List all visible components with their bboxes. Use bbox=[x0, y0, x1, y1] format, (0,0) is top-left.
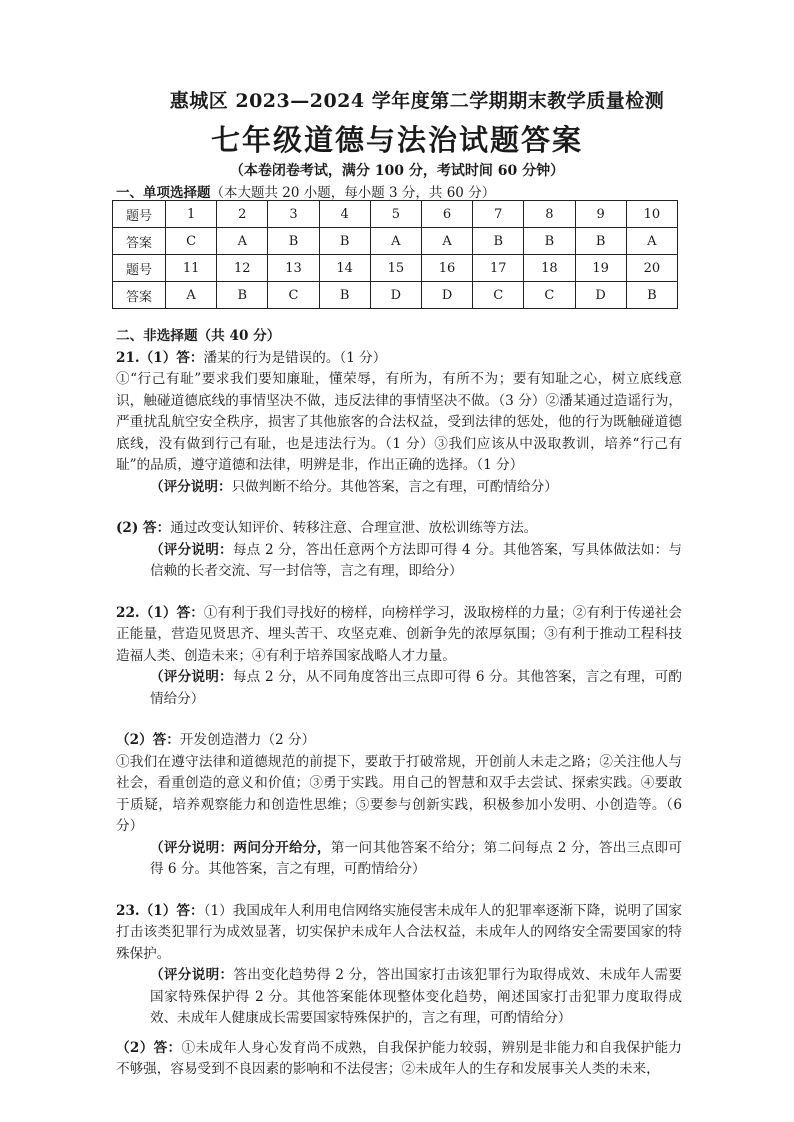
section-2-heading: 二、非选择题（共 40 分） bbox=[116, 328, 281, 344]
table-cell: 14 bbox=[319, 255, 370, 282]
scoring-label: （评分说明： bbox=[150, 541, 233, 558]
q22-part2-label: （2）答： bbox=[116, 732, 180, 748]
table-cell: 18 bbox=[524, 255, 575, 282]
row-label-answer: 答案 bbox=[113, 282, 166, 309]
scoring-label: （评分说明： bbox=[150, 967, 234, 983]
table-cell: C bbox=[166, 228, 217, 255]
table-cell: A bbox=[421, 228, 472, 255]
table-cell: 16 bbox=[421, 255, 472, 282]
table-cell: C bbox=[473, 282, 524, 309]
section-1-heading bbox=[116, 181, 495, 201]
q21-part1-body: ①“行己有耻”要求我们要知廉耻，懂荣辱，有所为，有所不为；要有知耻之心，树立底线意识，触碰道德底线的事情坚决不做，违反法律的事情坚决不做。（3 分）②潘某通过造谣行为，严重扰乱航空安全秩序，损害了其他旅客的合法权益，受到法律的惩处，他的行为既触碰道德底线，没有做到行己有耻，也是违法行为。（1 分）③我们应该从中汲取教训，培养“行己有耻”的品质，遵守道德和法律，明辨是非，作出正确的选择。（1 分） bbox=[116, 371, 682, 473]
table-cell: B bbox=[217, 282, 268, 309]
table-cell: 15 bbox=[370, 255, 421, 282]
scoring-label: （评分说明： bbox=[150, 669, 233, 685]
table-cell: D bbox=[421, 282, 472, 309]
table-cell: B bbox=[524, 228, 575, 255]
q22-part1-scoring bbox=[116, 667, 682, 710]
table-cell: A bbox=[626, 228, 677, 255]
q23-part2-text: ①未成年人身心发育尚不成熟，自我保护能力较弱，辨别是非能力和自我保护能力不够强，容易受到不良因素的影响和不法侵害；②未成年人的生存和发展事关人类的未来， bbox=[116, 1039, 682, 1077]
table-cell: A bbox=[166, 282, 217, 309]
table-cell: 20 bbox=[626, 255, 677, 282]
table-cell: B bbox=[473, 228, 524, 255]
table-cell: B bbox=[575, 228, 626, 255]
q22-part2-answer bbox=[116, 730, 682, 752]
table-row-answers-2 bbox=[113, 282, 678, 309]
scoring-text: 第一问其他答案不给分；第二问每点 2 分，答出三点即可得 6 分。其他答案，言之有理，可酌情给分） bbox=[150, 839, 682, 877]
q21-part1-answer bbox=[116, 348, 682, 370]
answer-table bbox=[112, 200, 678, 309]
row-label-answer: 答案 bbox=[113, 228, 166, 255]
row-label-question: 题号 bbox=[113, 201, 166, 228]
table-row-questions-2 bbox=[113, 255, 678, 282]
table-cell: B bbox=[319, 282, 370, 309]
scoring-text: 只做判断不给分。其他答案，言之有理，可酌情给分） bbox=[231, 478, 558, 495]
table-cell: 7 bbox=[473, 201, 524, 228]
q21-part2-answer bbox=[116, 518, 682, 540]
table-cell: 19 bbox=[575, 255, 626, 282]
q22-part2-scoring bbox=[116, 838, 682, 881]
table-cell: A bbox=[217, 228, 268, 255]
q23-part2-answer bbox=[116, 1038, 682, 1081]
table-cell: A bbox=[370, 228, 421, 255]
table-row-answers-1 bbox=[113, 228, 678, 255]
table-cell: 12 bbox=[217, 255, 268, 282]
table-cell: 9 bbox=[575, 201, 626, 228]
q22-part1-text: ①有利于我们寻找好的榜样，向榜样学习，汲取榜样的力量；②有利于传递社会正能量，营造见贤思齐、埋头苦干、攻坚克难、创新争先的浓厚氛围；③有利于推动工程科技造福人类、创造未来；④有利于培养国家战略人才力量。 bbox=[116, 604, 683, 664]
table-cell: 13 bbox=[268, 255, 319, 282]
table-cell: B bbox=[319, 228, 370, 255]
exam-subtitle: （本卷闭卷考试，满分 100 分，考试时间 60 分钟） bbox=[229, 163, 565, 179]
exam-title: 惠城区 2023—2024 学年度第二学期期末教学质量检测 bbox=[169, 90, 665, 112]
scoring-label: （评分说明：两问分开给分， bbox=[150, 839, 331, 856]
table-row-questions-1 bbox=[113, 201, 678, 228]
table-cell: 10 bbox=[626, 201, 677, 228]
table-cell: 5 bbox=[370, 201, 421, 228]
table-cell: D bbox=[575, 282, 626, 309]
table-cell: 11 bbox=[166, 255, 217, 282]
q22-part1-label: 22.（1）答： bbox=[116, 604, 204, 621]
table-cell: 1 bbox=[166, 201, 217, 228]
q21-part2-label: (2) 答： bbox=[116, 520, 171, 536]
q21-part2-scoring bbox=[116, 540, 682, 583]
q23-part1-answer bbox=[116, 901, 682, 966]
table-cell: D bbox=[370, 282, 421, 309]
section-1-note: （本大题共 20 小题，每小题 3 分，共 60 分） bbox=[210, 185, 496, 201]
q23-part1-label: 23.（1）答： bbox=[116, 902, 204, 919]
q23-part1-scoring bbox=[116, 965, 682, 1030]
q21-part1-label: 21.（1）答： bbox=[116, 349, 204, 366]
table-cell: 3 bbox=[268, 201, 319, 228]
q22-part1-answer bbox=[116, 603, 682, 668]
q22-part2-body: ①我们在遵守法律和道德规范的前提下，要敢于打破常规，开创前人未走之路；②关注他人与社会，看重创造的意义和价值；③勇于实践。用自己的智慧和双手去尝试、探索实践。④要敢于质疑，培养观察能力和创造性思维；⑤要参与创新实践，积极参加小发明、小创造等。（6 分） bbox=[116, 753, 682, 834]
scoring-label: （评分说明： bbox=[150, 478, 232, 495]
table-cell: C bbox=[268, 282, 319, 309]
scoring-text: 每点 2 分，从不同角度答出三点即可得 6 分。其他答案，言之有理，可酌情给分） bbox=[150, 669, 683, 707]
q21-part1-scoring bbox=[116, 477, 682, 499]
table-cell: 2 bbox=[217, 201, 268, 228]
table-cell: 8 bbox=[524, 201, 575, 228]
q21-part2-text: 通过改变认知评价、转移注意、合理宣泄、放松训练等方法。 bbox=[170, 520, 538, 536]
table-cell: B bbox=[626, 282, 677, 309]
row-label-question: 题号 bbox=[113, 255, 166, 282]
q21-part1-text: 潘某的行为是错误的。（1 分） bbox=[203, 349, 387, 366]
table-cell: 17 bbox=[473, 255, 524, 282]
scoring-text: 每点 2 分，答出任意两个方法即可得 4 分。其他答案，写具体做法如：与信赖的长者交流、写一封信等，言之有理，即给分） bbox=[150, 541, 683, 579]
scoring-text: 答出变化趋势得 2 分，答出国家打击该犯罪行为取得成效、未成年人需要国家特殊保护得 2 分。其他答案能体现整体变化趋势，阐述国家打击犯罪力度取得成效、未成年人健康成长需要国家特殊保护的，言之有理，可酌情给分） bbox=[150, 967, 682, 1026]
table-cell: C bbox=[524, 282, 575, 309]
q23-part1-text: （1）我国成年人利用电信网络实施侵害未成年人的犯罪率逐渐下降，说明了国家打击该类犯罪行为成效显著，切实保护未成年人合法权益，未成年人的网络安全需要国家的特殊保护。 bbox=[116, 902, 682, 962]
section-2 bbox=[116, 326, 682, 1081]
table-cell: B bbox=[268, 228, 319, 255]
table-cell: 4 bbox=[319, 201, 370, 228]
q22-part2-text: 开发创造潜力（2 分） bbox=[179, 732, 316, 748]
main-title: 七年级道德与法治试题答案 bbox=[210, 123, 583, 157]
section-1-label: 一、单项选择题 bbox=[116, 185, 211, 201]
table-cell: 6 bbox=[421, 201, 472, 228]
q23-part2-label: （2）答： bbox=[116, 1039, 182, 1056]
